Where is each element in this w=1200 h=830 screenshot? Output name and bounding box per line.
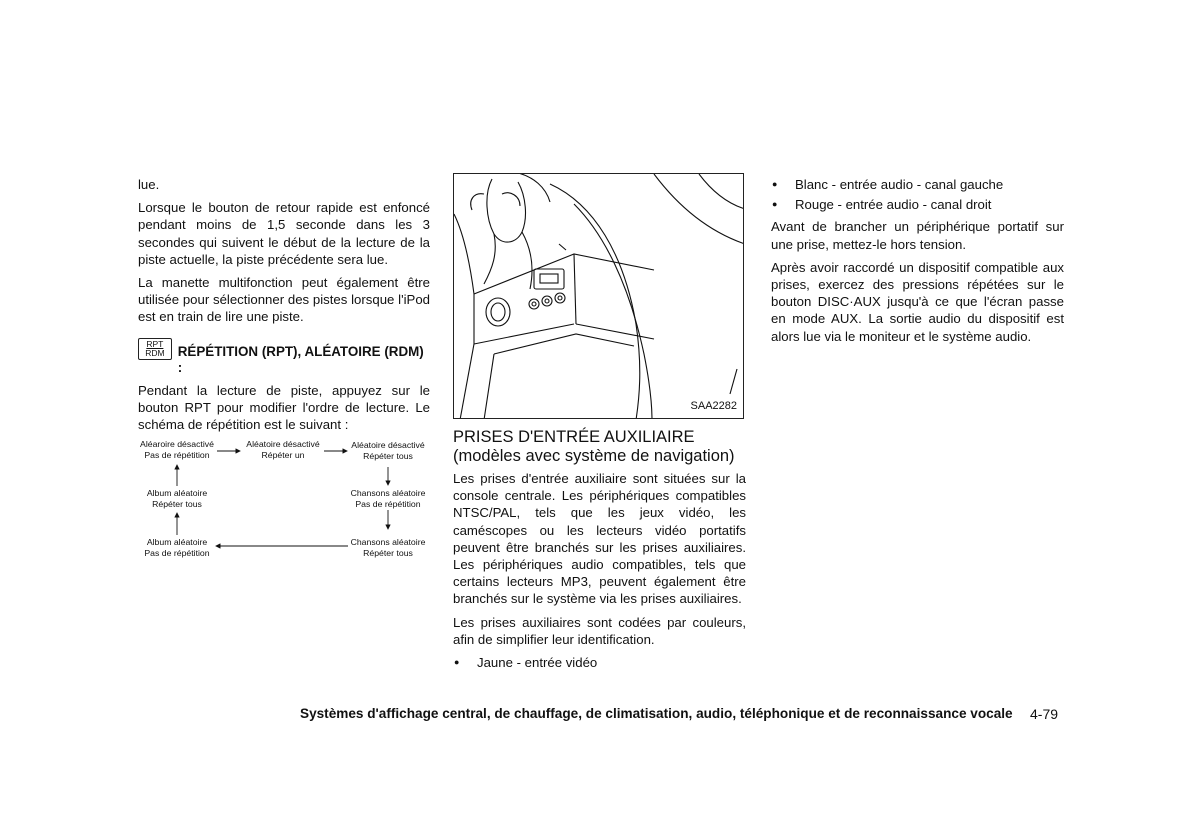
console-illustration <box>453 173 744 419</box>
diagram-node-4: Chansons aléatoire Pas de répétition <box>350 488 426 510</box>
column-middle <box>453 173 746 676</box>
paragraph-multifunction: La manette multifonction peut également être utilisée pour sélectionner des pistes lorsque l'iPod est en train de lire une piste. <box>138 275 430 325</box>
paragraph-disc-aux: Après avoir raccordé un dispositif compatible aux prises, exercez des pressions répétées sur le bouton DISC·AUX jusqu'à ce que l'écran passe en mode AUX. La sortie audio du dispositif est alors lue via le moniteur et le système audio. <box>771 259 1064 344</box>
diagram-node-5: Chansons aléatoire Répéter tous <box>350 537 426 559</box>
paragraph-color-coded: Les prises auxiliaires sont codées par couleurs, afin de simplifier leur identification. <box>453 614 746 647</box>
aux-section-title: PRISES D'ENTRÉE AUXILIAIRE (modèles avec système de navigation) <box>453 428 735 465</box>
column-right <box>771 176 1064 351</box>
heading-text: RÉPÉTITION (RPT), ALÉATOIRE (RDM) : <box>177 343 424 375</box>
diagram-node-2: Aléatoire désactivé Répéter un <box>246 439 320 461</box>
jack-color-list-continued <box>771 176 1064 213</box>
list-item: ● Rouge - entrée audio - canal droit <box>771 196 1064 213</box>
paragraph-aux-location: Les prises d'entrée auxiliaire sont situées sur la console centrale. Les périphériques compatibles NTSC/PAL, tels que les jeux vidéo, les caméscopes ou les lecteurs vidéo portatifs peuvent être branchés sur les prises auxiliaires. Les périphériques audio compatibles, tels que certains lecteurs MP3, peuvent également être branchés sur le système via les prises auxiliaires. <box>453 471 746 607</box>
diagram-node-7: Album aléatoire Répéter tous <box>146 488 208 510</box>
paragraph-repeat: Pendant la lecture de piste, appuyez sur le bouton RPT pour modifier l'ordre de lecture. Le schéma de répétition est le suivant : <box>138 382 430 433</box>
paragraph-power-off: Avant de brancher un périphérique portatif sur une prise, mettez-le hors tension. <box>771 219 1064 252</box>
diagram-node-6: Album aléatoire Pas de répétition <box>144 537 210 559</box>
list-item: ● Blanc - entrée audio - canal gauche <box>771 176 1064 193</box>
chapter-footer: Systèmes d'affichage central, de chauffage, de climatisation, audio, téléphonique et de reconnaissance vocale <box>300 706 1013 721</box>
paragraph-continuation: lue. <box>138 177 160 192</box>
figure-code: SAA2282 <box>690 399 737 412</box>
list-item: ● Jaune - entrée vidéo <box>453 654 746 671</box>
rpt-rdm-button-icon: RPT RDM <box>138 338 172 360</box>
console-drawing <box>454 174 744 419</box>
diagram-node-3: Aléatoire désactivé Répéter tous <box>351 440 425 462</box>
paragraph-rewind: Lorsque le bouton de retour rapide est enfoncé pendant moins de 1,5 seconde dans les 3 secondes qui suivent le début de la lecture de la piste actuelle, la piste précédente sera lue. <box>138 200 430 267</box>
page-number: 4-79 <box>1030 706 1059 722</box>
column-left <box>138 176 430 567</box>
diagram-node-1: Aléaroire désactivé Pas de répétition <box>140 439 214 461</box>
repeat-random-heading <box>138 338 430 376</box>
repeat-cycle-diagram <box>138 439 438 567</box>
jack-color-list <box>453 654 746 671</box>
